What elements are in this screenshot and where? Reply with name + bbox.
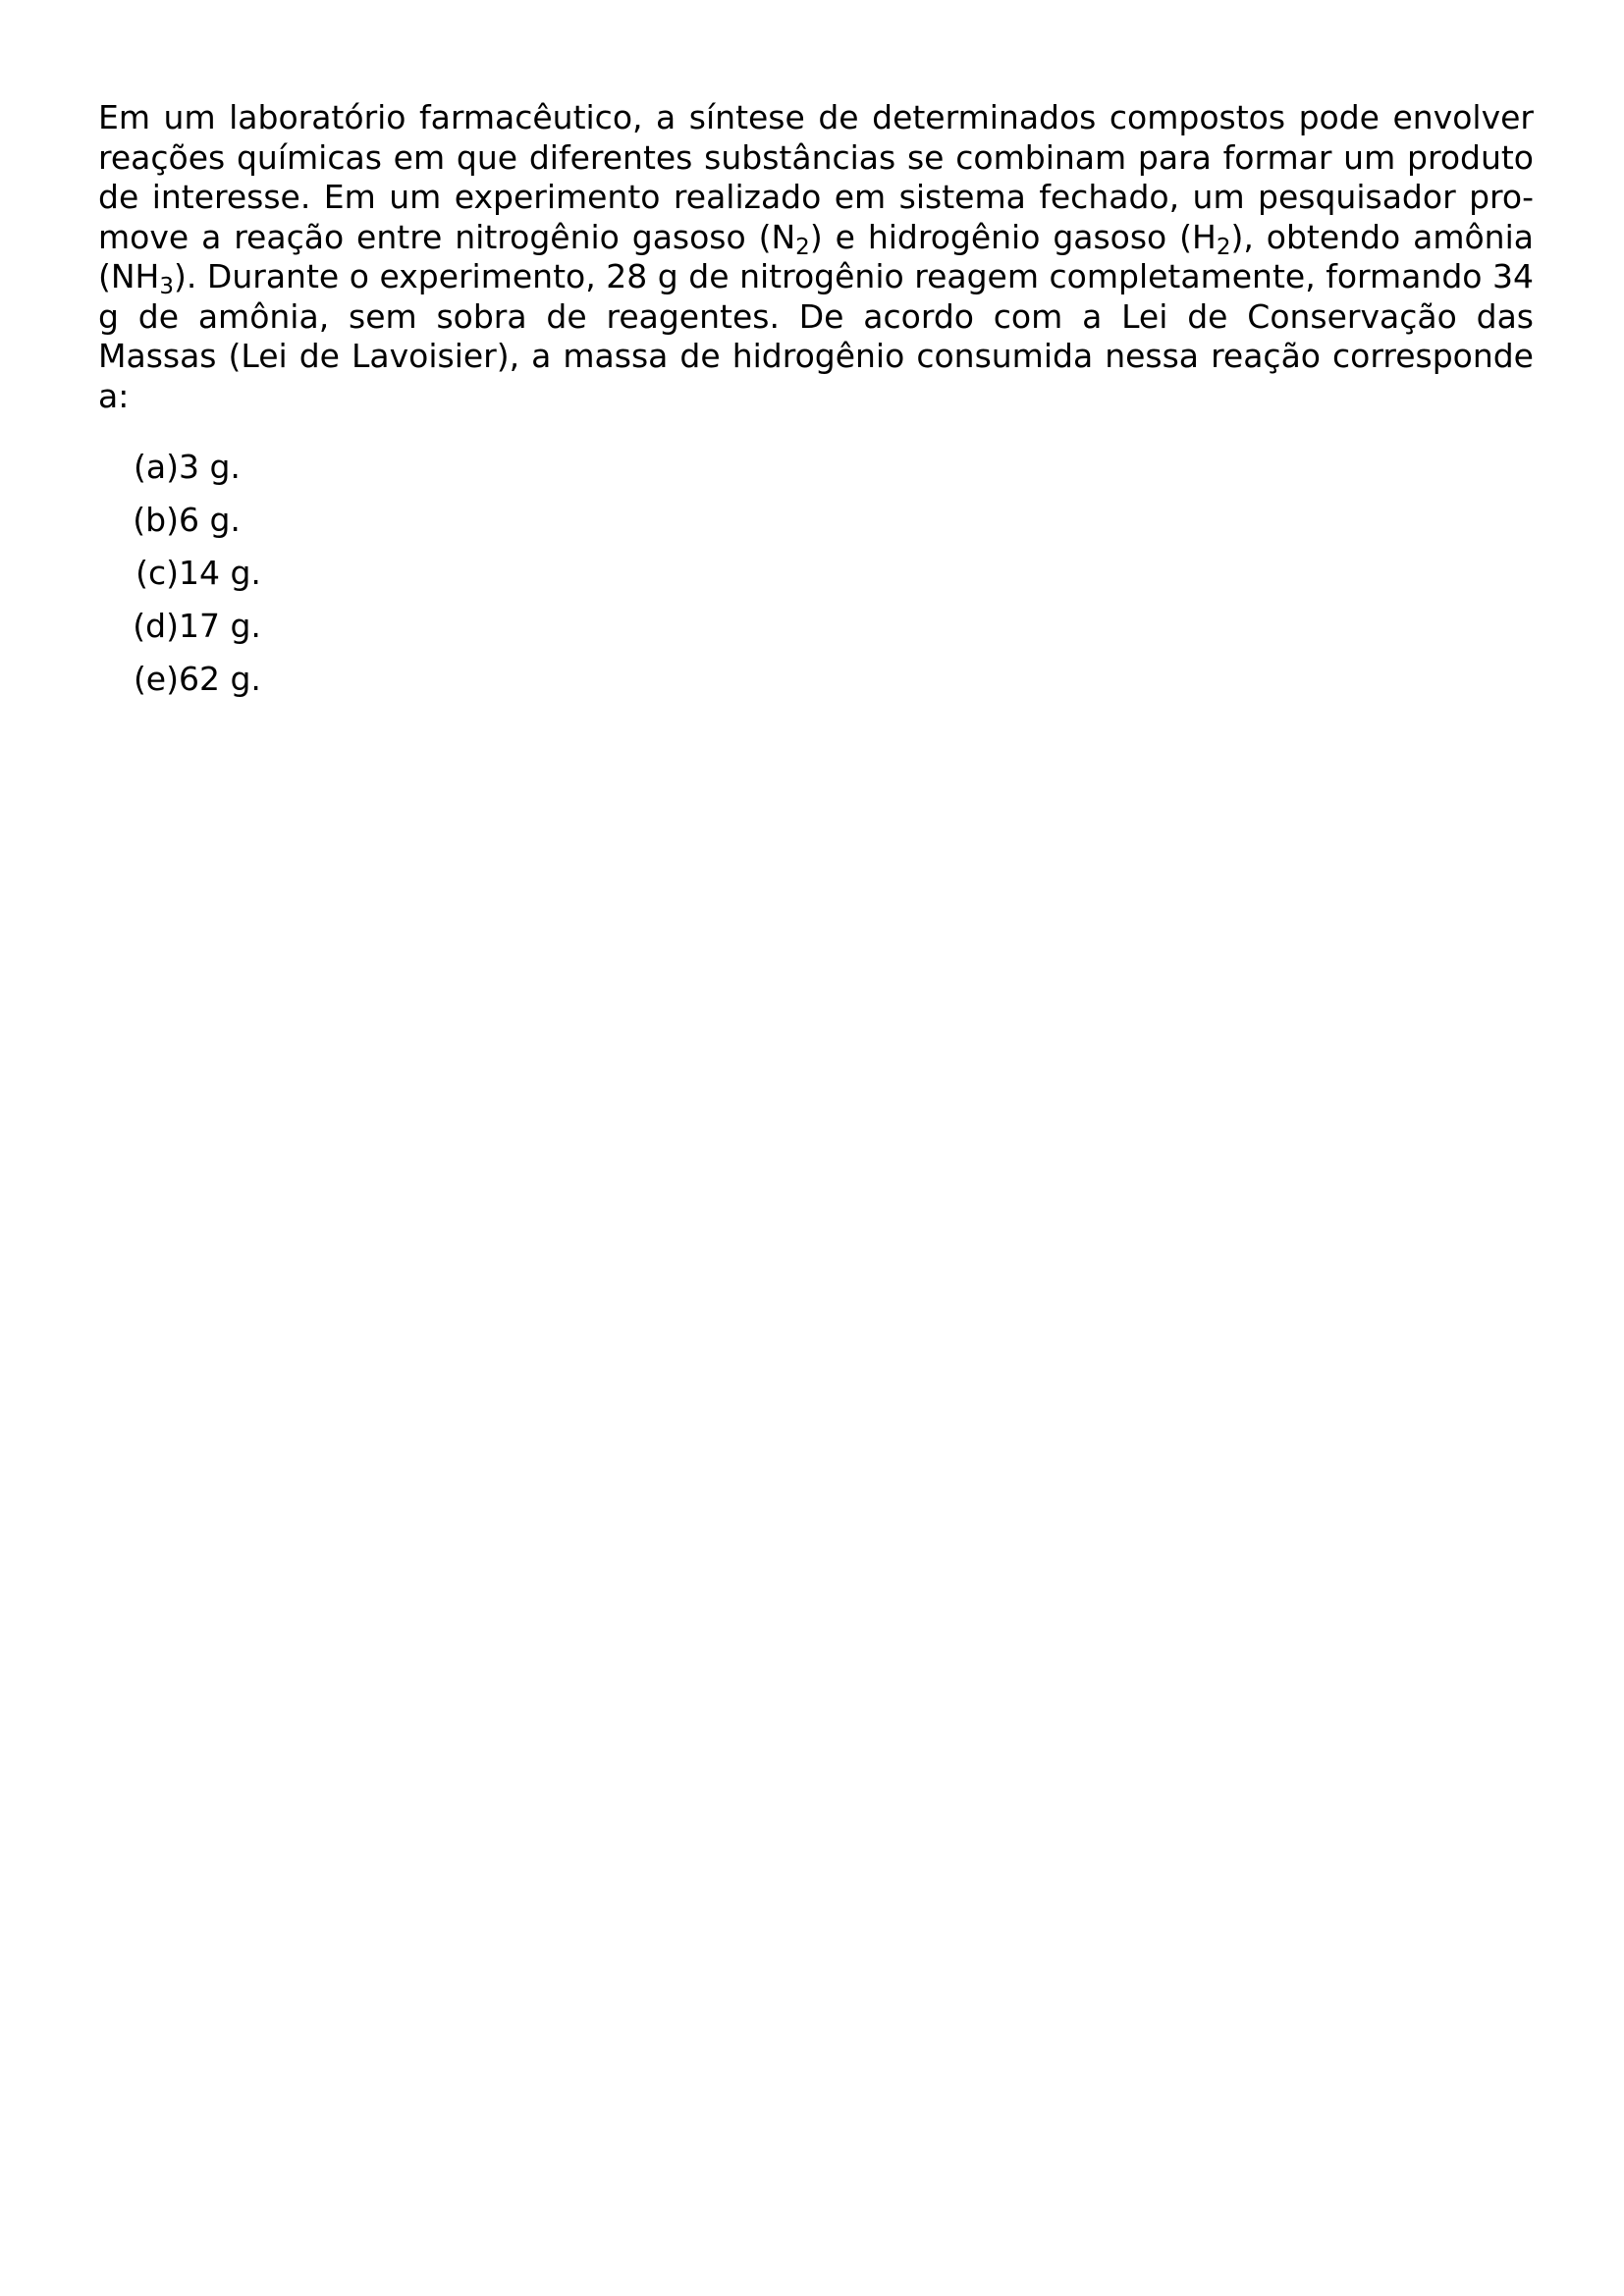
subscript-n2: 2 [795,234,810,260]
option-text: 3 g. [179,448,241,486]
answer-option-e [118,660,261,713]
answer-options-list [118,448,261,713]
option-letter: (c) [135,554,179,592]
option-letter: (d) [133,607,179,645]
option-text: 6 g. [179,501,241,539]
option-text: 14 g. [179,554,261,592]
option-text: 17 g. [179,607,261,645]
question-text-part-2: ) e hidrogênio gasoso (H [809,217,1217,256]
subscript-nh3: 3 [159,274,175,299]
subscript-h2: 2 [1216,234,1231,260]
question-text-part-4: ). Durante o experimento, 28 g de nitrogênio reagem completamente, formando 34 g de amônia, sem sobra de reagentes. De acordo com a Lei de Conservação das Massas (Lei de Lavoisier), a massa de hidrogênio consumida nessa reação corresponde a: [98,257,1534,415]
answer-option-b [118,501,261,554]
question-text-part-1: Em um laboratório farmacêutico, a síntese de determinados compostos pode envolver reações químicas em que diferentes substâncias se combinam para formar um produto de interesse. Em um experimento realizado em sistema fechado, um pesquisador promove a reação entre nitrogênio gasoso (N [98,98,1534,256]
option-letter: (b) [133,501,179,539]
option-text: 62 g. [179,660,261,698]
option-letter: (e) [133,660,179,698]
answer-option-d [118,607,261,660]
answer-option-a [118,448,261,501]
answer-option-c [118,554,261,607]
option-letter: (a) [134,448,179,486]
question-statement [98,98,1534,416]
question-text-part-3: ), obtendo amônia (NH [98,217,1534,295]
